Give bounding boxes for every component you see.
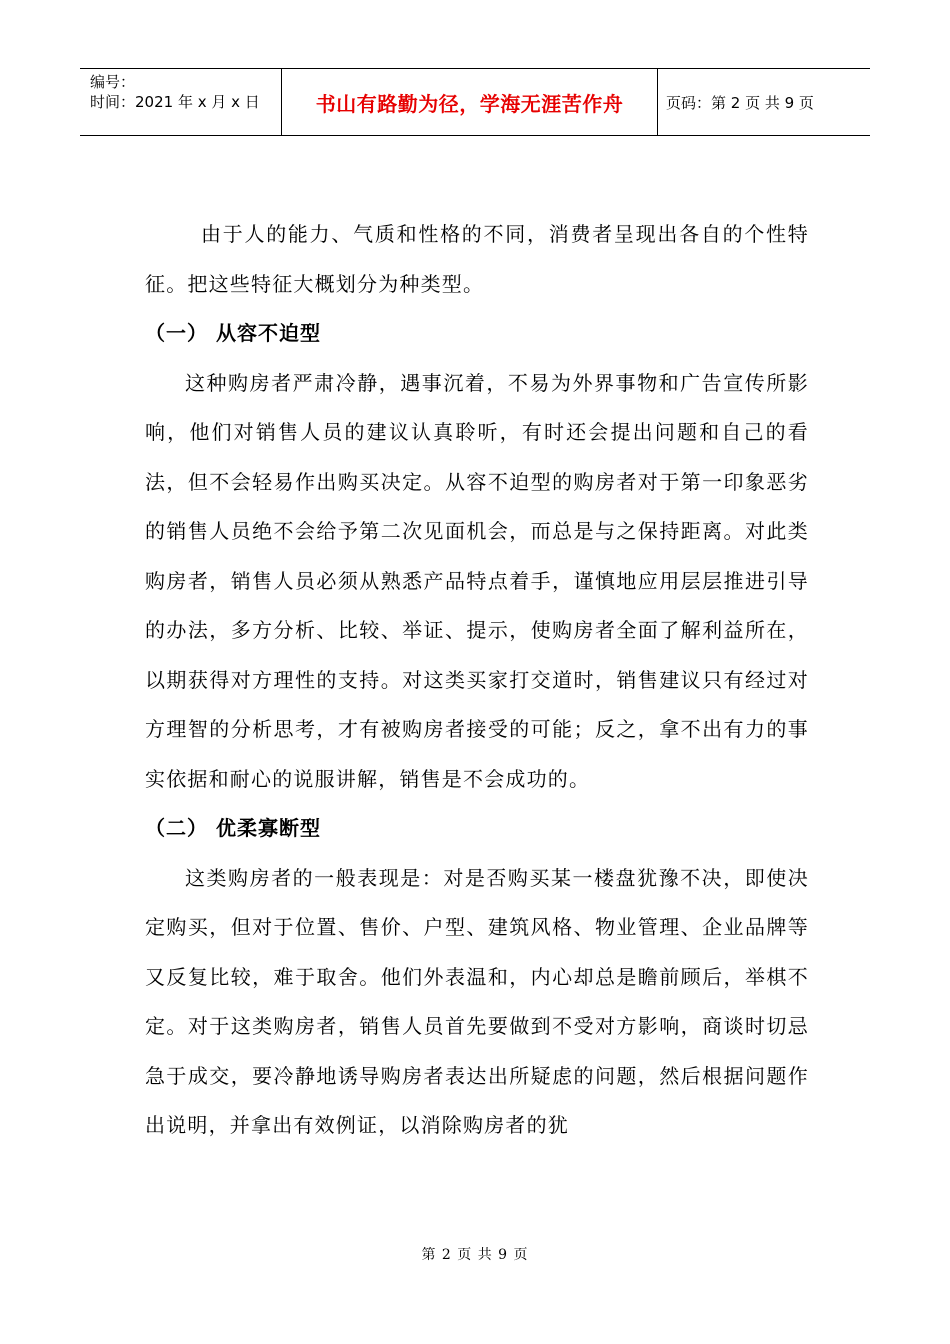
document-number-label: 编号： bbox=[90, 73, 136, 91]
section-paragraph-1: 这种购房者严肃冷静，遇事沉着，不易为外界事物和广告宣传所影响，他们对销售人员的建议认真聆听，有时还会提出问题和自己的看法，但不会轻易作出购买决定。从容不迫型的购房者对于第一印象恶劣的销售人员绝不会给予第二次见面机会，而总是与之保持距离。对此类购房者，销售人员必须从熟悉产品特点着手，谨慎地应用层层推进引导的办法，多方分析、比较、举证、提示，使购房者全面了解利益所在，以期获得对方理性的支持。对这类买家打交道时，销售建议只有经过对方理智的分析思考，才有被购房者接受的可能；反之，拿不出有力的事实依据和耐心的说服讲解，销售是不会成功的。 bbox=[145, 370, 809, 791]
section-heading-1: （一） 从容不迫型 bbox=[145, 321, 321, 345]
section-paragraph-2: 这类购房者的一般表现是：对是否购买某一楼盘犹豫不决，即使决定购买，但对于位置、售价、户型、建筑风格、物业管理、企业品牌等又反复比较，难于取舍。他们外表温和，内心却总是瞻前顾后，举棋不定。对于这类购房者，销售人员首先要做到不受对方影响，商谈时切忌急于成交，要冷静地诱导购房者表达出所疑虑的问题，然后根据问题作出说明，并拿出有效例证，以消除购房者的犹 bbox=[145, 865, 809, 1137]
header-motto: 书山有路勤为径，学海无涯苦作舟 bbox=[315, 91, 624, 116]
section-heading-2: （二） 优柔寡断型 bbox=[145, 816, 321, 840]
document-body bbox=[145, 210, 809, 1151]
page-footer: 第 2 页 共 9 页 bbox=[421, 1247, 529, 1263]
document-time-label: 时间：2021 年 x 月 x 日 bbox=[90, 93, 260, 111]
intro-paragraph: 由于人的能力、气质和性格的不同，消费者呈现出各自的个性特征。把这些特征大概划分为种类型。 bbox=[145, 222, 809, 296]
header-table bbox=[80, 68, 870, 136]
header-meta-cell bbox=[80, 69, 282, 135]
header-page-info: 页码：第 2 页 共 9 页 bbox=[666, 93, 814, 112]
header-motto-cell bbox=[282, 69, 658, 135]
header-page-cell bbox=[658, 69, 870, 135]
